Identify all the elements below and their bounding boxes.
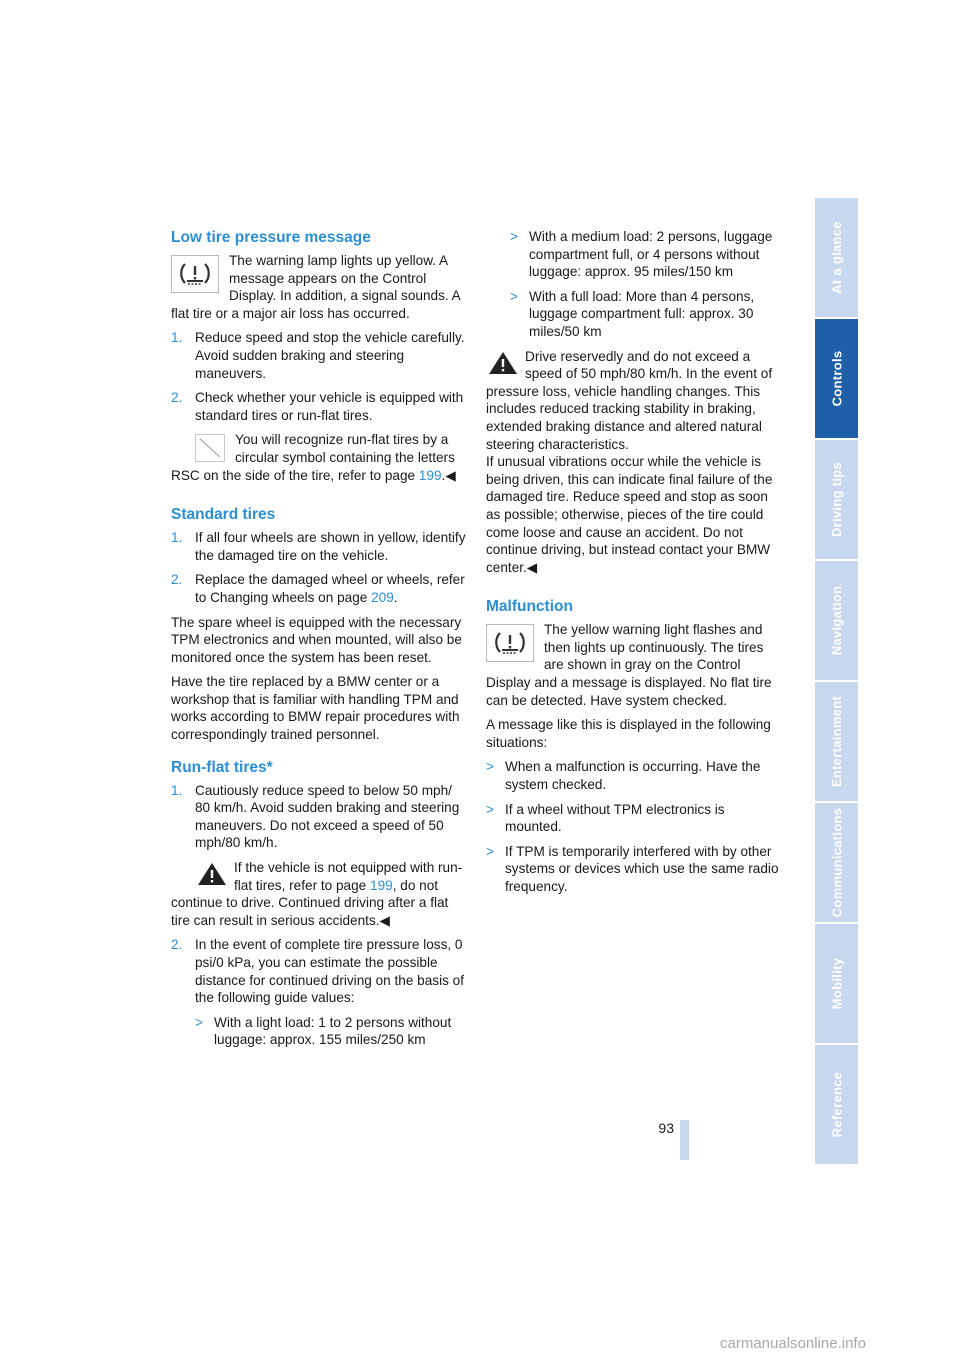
section-sidebar [815,198,858,1160]
list-item [486,758,781,793]
end-mark: .◀ [441,467,456,483]
step-1 [171,329,466,382]
list-item [486,801,781,836]
step-number: 1. [171,530,183,546]
tab-label: At a glance [829,221,844,294]
list-item [486,843,781,896]
step-2-text: Replace the damaged wheel or wheels, refer to Changing wheels on page [195,572,465,605]
tab-label: Reference [829,1071,845,1138]
page-link-199[interactable]: 199 [370,877,393,893]
tab-communications[interactable] [815,803,858,922]
right-column [486,228,781,903]
malfunction-intro: The yellow warning light flashes and then lights up continuously. The tires are shown in gray on the Control Display and a message is displayed. No flat tire can be detected. Have system checked. [486,622,772,708]
note-body: You will recognize run-flat tires by a circular symbol containing the letters RSC on the side of the tire, refer to page [171,432,455,483]
bullet-text: When a malfunction is occurring. Have the system checked. [505,759,761,793]
warning-body-end: , do not continue to drive. Continued driving after a flat tire can result in serious accidents.◀ [171,877,449,928]
step-number: 2. [171,937,183,953]
warning-text-2: If unusual vibrations occur while the vehicle is being driven, this can indicate final failure of the damaged tire. Reduce speed and stop as soon as possible; otherwise, pieces of the tire could come loose and cause an accident. Do not continue driving, but instead contact your BMW center.◀ [486,454,773,575]
tire-pressure-warning-icon [171,255,219,293]
bullet-text: If TPM is temporarily interfered with by other systems or devices which use the same radio frequency. [505,843,779,894]
tab-label: Entertainment [829,695,844,788]
page-number: 93 [658,1120,674,1136]
step-number: 1. [171,330,183,346]
bullet-marker: > [510,288,518,304]
step-text: Reduce speed and stop the vehicle carefully. Avoid sudden braking and steering maneuvers. [195,330,465,381]
warning-text: Drive reservedly and do not exceed a speed of 50 mph/80 km/h. In the event of pressure loss, vehicle handling changes. This includes reduced tracking stability in braking, extended braking distance and altered natural steering characteristics. [486,348,773,452]
page-link-209[interactable]: 209 [371,589,394,605]
step-2 [171,389,466,424]
step-text [195,389,466,424]
spare-wheel-paragraph: The spare wheel is equipped with the necessary TPM electronics and when mounted, will also be monitored once the system has been reset. [171,614,462,665]
page-link-199[interactable]: 199 [418,467,442,483]
bullet-marker: > [195,1014,203,1030]
step-number: 2. [171,390,183,406]
bullet-text: If a wheel without TPM electronics is mounted. [505,801,725,835]
warning-block [486,348,781,584]
heading-standard-tires: Standard tires [171,506,276,524]
watermark: carmanualsonline.info [720,1335,866,1352]
tab-mobility[interactable] [815,924,858,1043]
tab-entertainment[interactable] [815,682,858,801]
tab-navigation[interactable] [815,561,858,680]
tab-label: Mobility [829,957,845,1010]
tab-label: Communications [829,807,844,918]
warning-block [171,859,466,936]
bullet-marker: > [510,229,518,244]
step-text [195,571,466,606]
tab-at-a-glance[interactable] [815,198,858,317]
step-1 [171,782,466,852]
left-column [171,228,466,1056]
tire-replace-paragraph: Have the tire replaced by a BMW center or a workshop that is familiar with handling TPM and works according to BMW repair procedures with correspondingly trained personnel. [171,674,460,743]
bullet-marker: > [486,843,494,859]
step-text: In the event of complete tire pressure loss, 0 psi/0 kPa, you can estimate the possible distance for continued driving on the basis of the following guide values: [195,937,465,1006]
warning-triangle-icon [488,351,518,375]
step-2-text: Check whether your vehicle is equipped with standard tires or run-flat tires. [195,390,464,423]
bullet-marker: > [486,801,494,817]
tab-controls[interactable] [815,319,858,438]
list-item [195,1014,466,1049]
tab-label: Controls [829,350,844,407]
tab-label: Navigation [829,585,844,656]
tab-driving-tips[interactable] [815,440,858,559]
bullet-marker: > [486,759,494,775]
bullet-text: With a full load: More than 4 persons, luggage compartment full: approx. 30 miles/50 km [529,288,755,339]
step-number: 1. [171,782,183,798]
step-2 [171,936,466,1006]
list-item [510,288,781,341]
note-block [171,431,466,491]
step-2 [171,571,466,606]
heading-malfunction: Malfunction [486,598,573,616]
heading-run-flat-tires: Run-flat tires* [171,758,273,776]
step-text: If all four wheels are shown in yellow, identify the damaged tire on the vehicle. [195,530,466,563]
tab-reference[interactable] [815,1045,858,1164]
list-item [510,228,781,281]
low-tire-intro: The warning lamp lights up yellow. A message appears on the Control Display. In addition, a signal sounds. A flat tire or a major air loss has occurred. [171,253,460,321]
malfunction-situations: A message like this is displayed in the following situations: [486,717,771,750]
warning-triangle-icon [197,862,227,886]
tire-pressure-warning-icon [486,624,534,662]
step-text: Cautiously reduce speed to below 50 mph/ 80 km/h. Avoid sudden braking and steering maneuvers. Do not exceed a speed of 50 mph/80 km/h. [195,782,460,851]
page-number-bar [680,1120,689,1160]
heading-low-tire-pressure: Low tire pressure message [171,229,371,246]
tab-label: Driving tips [829,461,845,538]
bullet-text: With a light load: 1 to 2 persons without luggage: approx. 155 miles/250 km [214,1014,452,1048]
bullet-text: With a medium load: 2 persons, luggage compartment full, or 4 persons without luggage: approx. 95 miles/150 km [529,229,773,280]
end-mark: . [393,589,398,605]
note-icon [195,434,225,462]
step-1 [171,529,466,564]
warning-body: If the vehicle is not equipped with run-flat tires, refer to page [234,860,463,893]
step-number: 2. [171,572,183,588]
